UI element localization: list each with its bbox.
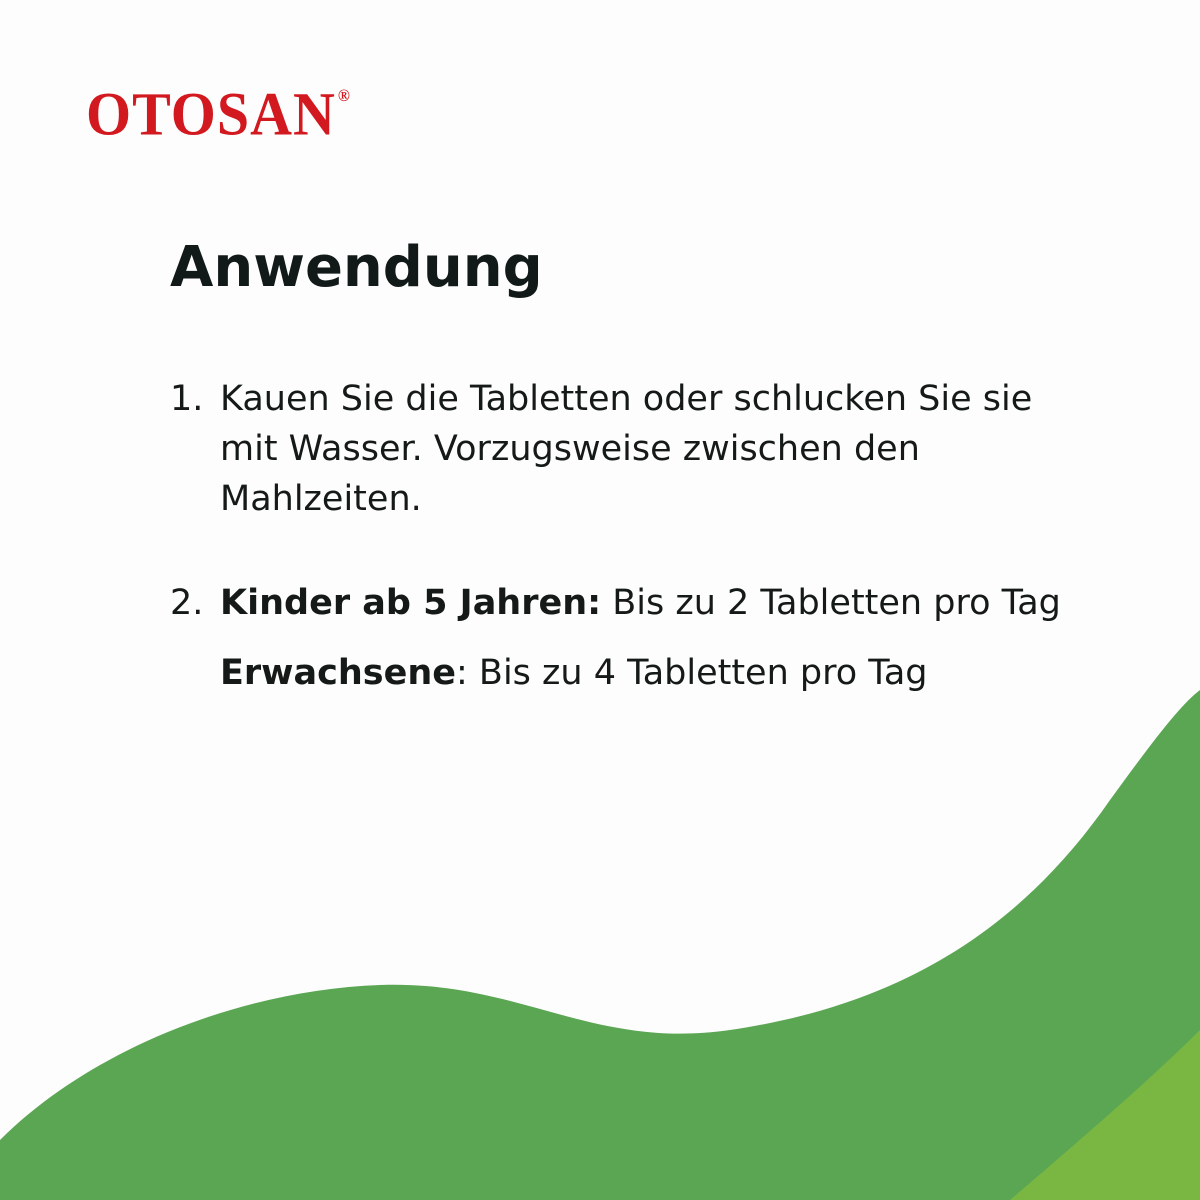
dosage-children-text: Bis zu 2 Tabletten pro Tag: [601, 583, 1061, 623]
dosage-adults: [220, 638, 1130, 708]
registered-mark: ®: [337, 87, 351, 105]
step-number: 1.: [170, 379, 204, 419]
instruction-step-2: [170, 568, 1130, 708]
dosage-adults-label: Erwachsene: [220, 653, 457, 693]
dosage-adults-text: : Bis zu 4 Tabletten pro Tag: [456, 653, 928, 693]
dosage-children-label: Kinder ab 5 Jahren:: [220, 583, 602, 623]
instruction-step-1: [170, 374, 1040, 524]
dosage-children: [220, 568, 1130, 638]
green-wave: [0, 690, 1200, 1200]
otosan-logo: [86, 79, 351, 149]
instruction-list: [170, 374, 1130, 708]
logo-text: OTOSAN: [86, 79, 336, 149]
step-text: Kauen Sie die Tabletten oder schlucken Sie sie mit Wasser. Vorzugsweise zwischen den Mahlzeiten.: [220, 379, 1033, 519]
step-number: 2.: [170, 583, 204, 623]
page-title: Anwendung: [170, 235, 543, 300]
